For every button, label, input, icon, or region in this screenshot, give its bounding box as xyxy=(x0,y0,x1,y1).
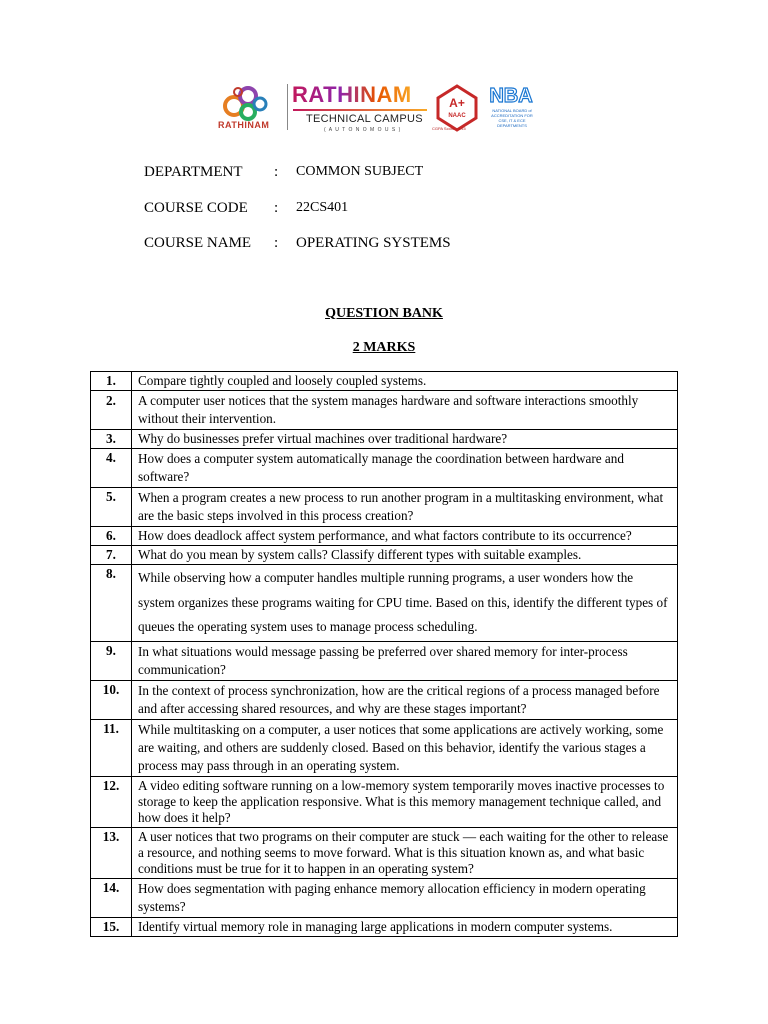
question-text: A video editing software running on a low-memory system temporarily moves inactive processes to storage to keep the application responsive. What is this memory management technique called, and how does it help? xyxy=(132,776,678,827)
question-number: 5. xyxy=(91,488,132,527)
question-text: While observing how a computer handles multiple running programs, a user wonders how the system organizes these programs waiting for CPU time. Based on this, identify the different types of queues the operating system uses to manage process scheduling. xyxy=(132,565,678,642)
naac-label: NAAC xyxy=(448,113,466,119)
question-number: 4. xyxy=(91,449,132,488)
table-row xyxy=(91,430,678,449)
question-text: A computer user notices that the system manages hardware and software interactions smoothly without their intervention. xyxy=(132,391,678,430)
table-row xyxy=(91,641,678,680)
table-row xyxy=(91,680,678,719)
course-name-label: COURSE NAME xyxy=(144,235,252,251)
table-row xyxy=(91,878,678,917)
question-number: 7. xyxy=(91,546,132,565)
table-row xyxy=(91,776,678,827)
table-row xyxy=(91,827,678,878)
nba-logo-icon xyxy=(486,82,536,106)
nba-text: NBA xyxy=(489,85,533,106)
brand-underline xyxy=(293,109,427,111)
table-row xyxy=(91,565,678,642)
question-text: How does deadlock affect system performance, and what factors contribute to its occurrence? xyxy=(132,527,678,546)
table-row xyxy=(91,449,678,488)
course-code-colon: : xyxy=(274,200,279,216)
question-number: 1. xyxy=(91,372,132,391)
course-name-value: OPERATING SYSTEMS xyxy=(296,235,451,251)
logo-divider xyxy=(287,84,288,130)
question-text: Compare tightly coupled and loosely coupled systems. xyxy=(132,372,678,391)
question-text: Why do businesses prefer virtual machines over traditional hardware? xyxy=(132,430,678,449)
question-number: 6. xyxy=(91,527,132,546)
department-colon: : xyxy=(274,164,279,180)
naac-badge-icon xyxy=(434,84,480,132)
rathinam-rings-logo-icon xyxy=(212,76,282,140)
question-number: 14. xyxy=(91,878,132,917)
logo-left-wordmark: RATHINAM xyxy=(218,120,270,130)
table-row xyxy=(91,719,678,776)
question-text: While multitasking on a computer, a user notices that some applications are actively working, some are waiting, and others are suddenly closed. Based on this behavior, identify the various stages a process may pass through in an operating system. xyxy=(132,719,678,776)
question-number: 8. xyxy=(91,565,132,642)
question-number: 9. xyxy=(91,641,132,680)
institution-logo-banner xyxy=(212,72,548,152)
question-text: How does a computer system automatically manage the coordination between hardware and software? xyxy=(132,449,678,488)
question-number: 10. xyxy=(91,680,132,719)
question-text: What do you mean by system calls? Classify different types with suitable examples. xyxy=(132,546,678,565)
department-label: DEPARTMENT xyxy=(144,164,243,180)
naac-cgpa: CGPA Score - 3.45 xyxy=(432,126,466,131)
question-number: 2. xyxy=(91,391,132,430)
question-text: In the context of process synchronization, how are the critical regions of a process managed before and after accessing shared resources, and why are these stages important? xyxy=(132,680,678,719)
department-value: COMMON SUBJECT xyxy=(296,164,424,179)
question-number: 11. xyxy=(91,719,132,776)
table-row xyxy=(91,391,678,430)
table-row xyxy=(91,546,678,565)
course-name-colon: : xyxy=(274,235,279,251)
question-number: 15. xyxy=(91,917,132,936)
brand-subtitle: TECHNICAL CAMPUS xyxy=(306,113,423,125)
table-row xyxy=(91,488,678,527)
question-text: How does segmentation with paging enhance memory allocation efficiency in modern operating systems? xyxy=(132,878,678,917)
question-text: When a program creates a new process to run another program in a multitasking environment, what are the basic steps involved in this process creation? xyxy=(132,488,678,527)
question-bank-heading xyxy=(0,306,768,322)
question-number: 3. xyxy=(91,430,132,449)
question-table xyxy=(90,371,678,937)
marks-heading xyxy=(0,340,768,356)
question-text: A user notices that two programs on their computer are stuck — each waiting for the other to release a resource, and nothing seems to move forward. What is this situation known as, and what basic conditions must be true for it to happen in an operating system? xyxy=(132,827,678,878)
table-row xyxy=(91,372,678,391)
course-code-value: 22CS401 xyxy=(296,200,349,215)
marks-title: 2 MARKS xyxy=(352,340,416,355)
question-number: 12. xyxy=(91,776,132,827)
brand-autonomous: ( A U T O N O M O U S ) xyxy=(324,127,402,133)
nba-caption: NATIONAL BOARD of ACCREDITATION FOR CSE, IT & ECE DEPARTMENTS xyxy=(491,108,533,128)
naac-grade: A+ xyxy=(449,96,465,110)
brand-name: RATHINAM xyxy=(292,82,412,107)
question-bank-title: QUESTION BANK xyxy=(325,306,443,321)
question-number: 13. xyxy=(91,827,132,878)
table-row xyxy=(91,917,678,936)
question-text: In what situations would message passing be preferred over shared memory for inter-process communication? xyxy=(132,641,678,680)
question-text: Identify virtual memory role in managing large applications in modern computer systems. xyxy=(132,917,678,936)
table-row xyxy=(91,527,678,546)
course-code-label: COURSE CODE xyxy=(144,200,248,216)
